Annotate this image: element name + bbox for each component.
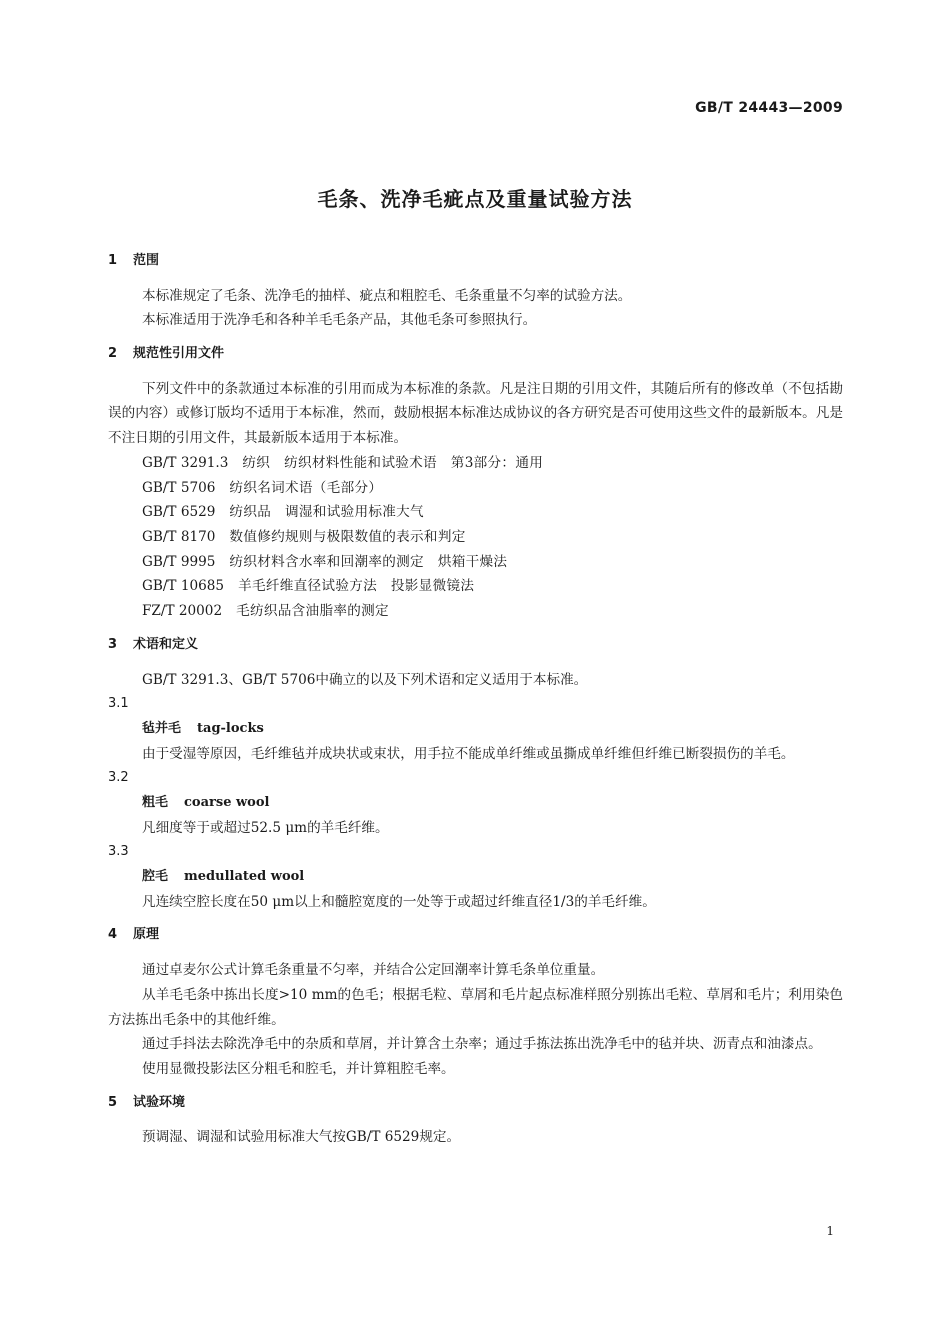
term-english: coarse wool — [184, 794, 270, 810]
reference-code: GB/T 3291.3 — [142, 454, 229, 471]
term-chinese: 腔毛 — [142, 869, 169, 885]
clause-number: 3.1 — [108, 696, 129, 712]
term-entry — [108, 791, 843, 816]
reference-item — [108, 500, 843, 525]
section-title: 规范性引用文件 — [133, 346, 225, 362]
section-heading-terms — [108, 633, 843, 658]
reference-title: 毛纺织品含油脂率的测定 — [236, 603, 389, 620]
reference-code: GB/T 8170 — [142, 529, 216, 545]
reference-code: GB/T 6529 — [142, 504, 216, 521]
term-chinese: 毡并毛 — [142, 720, 182, 736]
reference-code: GB/T 9995 — [142, 553, 216, 570]
paragraph: 下列文件中的条款通过本标准的引用而成为本标准的条款。凡是注日期的引用文件，其随后所有的修改单（不包括勘误的内容）或修订版均不适用于本标准，然而，鼓励根据本标准达成协议的各方研究是否可使用这些文件的最新版本。凡是不注日期的引用文件，其最新版本适用于本标准。 — [108, 380, 843, 447]
section-title: 原理 — [133, 927, 160, 943]
clause-number: 3.2 — [108, 770, 129, 786]
term-entry — [108, 717, 843, 742]
standard-code: GB/T 24443—2009 — [695, 100, 843, 116]
clause-number: 3.3 — [108, 844, 129, 860]
paragraph: 使用显微投影法区分粗毛和腔毛，并计算粗腔毛率。 — [142, 1060, 455, 1077]
page-number: 1 — [826, 1224, 834, 1238]
reference-title: 纺织品 调湿和试验用标准大气 — [229, 504, 424, 521]
section-title: 术语和定义 — [133, 636, 199, 652]
section-number: 2 — [108, 346, 118, 362]
paragraph: 从羊毛毛条中拣出长度>10 mm的色毛；根据毛粒、草屑和毛片起点标准样照分别拣出毛粒、草屑和毛片；利用染色方法拣出毛条中的其他纤维。 — [108, 986, 843, 1028]
section-number: 1 — [108, 253, 118, 268]
term-english: tag-locks — [197, 720, 264, 736]
reference-title: 纺织材料含水率和回潮率的测定 烘箱干燥法 — [229, 553, 508, 570]
reference-item — [108, 476, 843, 501]
reference-item — [108, 550, 843, 575]
reference-title: 数值修约规则与极限数值的表示和判定 — [229, 529, 466, 545]
paragraph: 通过手抖法去除洗净毛中的杂质和草屑，并计算含土杂率；通过手拣法拣出洗净毛中的毡并块、沥青点和油漆点。 — [142, 1036, 822, 1053]
reference-title: 纺织名词术语（毛部分） — [229, 479, 383, 496]
term-definition: 凡细度等于或超过52.5 μm的羊毛纤维。 — [142, 819, 389, 836]
section-title: 试验环境 — [133, 1094, 186, 1110]
paragraph: 本标准适用于洗净毛和各种羊毛毛条产品，其他毛条可参照执行。 — [142, 312, 537, 329]
section-heading-scope — [108, 249, 843, 274]
section-heading-normative-references — [108, 342, 843, 367]
paragraph: 预调湿、调湿和试验用标准大气按GB/T 6529规定。 — [142, 1129, 461, 1146]
reference-item — [108, 525, 843, 550]
term-definition: 凡连续空腔长度在50 μm以上和髓腔宽度的一处等于或超过纤维直径1/3的羊毛纤维。 — [142, 893, 656, 910]
section-title: 范围 — [133, 253, 160, 268]
section-heading-test-environment — [108, 1091, 843, 1116]
term-english: medullated wool — [184, 869, 305, 885]
document-title: 毛条、洗净毛疵点及重量试验方法 — [317, 187, 633, 211]
reference-title: 羊毛纤维直径试验方法 投影显微镜法 — [238, 578, 475, 595]
reference-item — [108, 574, 843, 599]
section-number: 5 — [108, 1094, 118, 1110]
term-definition: 由于受湿等原因，毛纤维毡并成块状或束状，用手拉不能成单纤维或虽撕成单纤维但纤维已断裂损伤的羊毛。 — [142, 745, 795, 762]
reference-item — [108, 599, 843, 624]
term-entry — [108, 865, 843, 890]
document-body — [108, 249, 843, 1150]
section-heading-principle — [108, 923, 843, 948]
section-number: 3 — [108, 636, 118, 652]
reference-code: GB/T 5706 — [142, 479, 216, 496]
term-chinese: 粗毛 — [142, 794, 169, 810]
reference-item — [108, 451, 843, 476]
reference-code: FZ/T 20002 — [142, 603, 223, 620]
section-number: 4 — [108, 927, 118, 943]
reference-code: GB/T 10685 — [142, 578, 225, 595]
reference-title: 纺织 纺织材料性能和试验术语 第3部分：通用 — [242, 454, 544, 471]
paragraph: 通过卓麦尔公式计算毛条重量不匀率，并结合公定回潮率计算毛条单位重量。 — [142, 962, 605, 979]
paragraph: 本标准规定了毛条、洗净毛的抽样、疵点和粗腔毛、毛条重量不匀率的试验方法。 — [142, 287, 632, 304]
paragraph: GB/T 3291.3、GB/T 5706中确立的以及下列术语和定义适用于本标准。 — [142, 671, 588, 688]
